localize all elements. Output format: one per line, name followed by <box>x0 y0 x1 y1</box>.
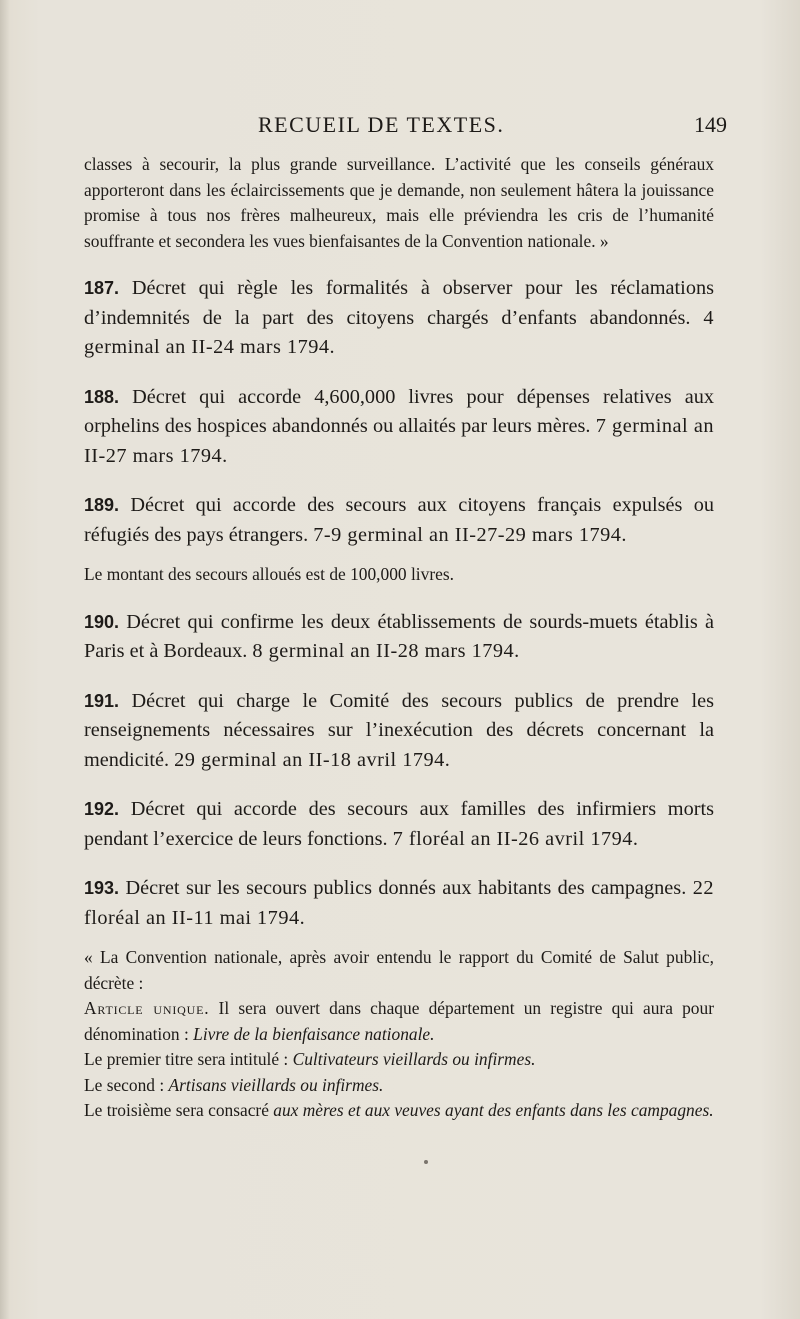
entry-number: 192. <box>84 799 120 819</box>
entry-number: 187. <box>84 278 120 298</box>
entry-193 <box>84 874 714 933</box>
decree-second-title <box>84 1073 714 1099</box>
decree-preamble: « La Convention nationale, après avoir entendu le rapport du Comité de Salut public, décrète : <box>84 947 714 993</box>
entry-text: Décret qui charge le Comité des secours publics de prendre les renseignements nécessaires sur l’inexécution des décrets concernant la mendicité. <box>84 689 714 771</box>
entry-187 <box>84 274 714 363</box>
second-title-text: Artisans vieillards ou infirmes. <box>168 1074 384 1095</box>
article-text: Il sera ouvert dans chaque département un registre qui aura pour dénomination : <box>84 998 714 1044</box>
decree-first-title <box>84 1047 714 1073</box>
entry-number: 189. <box>84 495 120 515</box>
entry-number: 193. <box>84 878 120 898</box>
entry-date: 8 germinal an II-28 mars 1794. <box>252 640 520 662</box>
page-header <box>0 112 800 146</box>
entry-192 <box>84 795 714 854</box>
entry-190 <box>84 608 714 667</box>
entry-number: 191. <box>84 690 120 711</box>
entry-text: Décret sur les secours publics donnés aux habitants des campagnes. <box>125 877 687 899</box>
entry-date: 7-9 germinal an II-27-29 mars 1794. <box>313 523 627 546</box>
second-title-label: Le second : <box>84 1074 165 1095</box>
entry-text: Décret qui confirme les deux établissements de sourds-muets établis à Paris et à Bordeaux. <box>84 610 714 662</box>
entry-date: 29 germinal an II-18 avril 1794. <box>174 748 451 771</box>
entry-date: 4 germinal an II-24 mars 1794. <box>84 306 714 358</box>
article-title: Livre de la bienfaisance nationale. <box>193 1023 435 1044</box>
entry-text: Décret qui règle les formalités à observer pour les réclamations d’indemnités de la part des citoyens chargés d’enfants abandonnés. <box>84 277 714 329</box>
page-number: 149 <box>694 112 727 137</box>
entry-text: Décret qui accorde des secours aux familles des infirmiers morts pendant l’exercice de leurs fonctions. <box>84 798 715 850</box>
entry-date: 22 floréal an II-11 mai 1794. <box>84 877 714 929</box>
running-title: RECUEIL DE TEXTES. <box>258 112 505 137</box>
first-title-label: Le premier titre sera intitulé : <box>84 1049 289 1069</box>
entry-text: Décret qui accorde 4,600,000 livres pour dépenses relatives aux orphelins des hospices abandonnés ou allaités par leurs mères. <box>84 385 714 437</box>
ink-speck <box>424 1160 428 1164</box>
first-title-text: Cultivateurs vieillards ou infirmes. <box>292 1049 536 1069</box>
entry-text: Décret qui accorde des secours aux citoyens français expulsés ou réfugiés des pays étrangers. <box>84 494 714 546</box>
entry-date: 7 floréal an II-26 avril 1794. <box>392 827 639 850</box>
intro-paragraph: classes à secourir, la plus grande surveillance. L’activité que les conseils généraux apporteront dans les éclaircissements que je demande, non seulement hâtera la jouissance promise à tous nos frères malheureux, mais elle préviendra les cris de l’humanité souffrante et secondera les vues bienfaisantes de la Convention nationale. » <box>84 154 714 251</box>
decree-third-title <box>84 1098 714 1124</box>
entry-189 <box>84 491 714 550</box>
entry-191 <box>84 687 714 776</box>
entry-188 <box>84 383 714 472</box>
entry-number: 190. <box>84 611 120 632</box>
third-title-text: aux mères et aux veuves ayant des enfants dans les campagnes. <box>273 1100 714 1120</box>
decree-article <box>84 996 714 1047</box>
entry-189-note: Le montant des secours alloués est de 100,000 livres. <box>84 564 454 584</box>
third-title-label: Le troisième sera consacré <box>84 1100 269 1120</box>
page-body <box>84 152 714 1124</box>
article-label: Article unique. <box>84 998 210 1018</box>
entry-date: 7 germinal an II-27 mars 1794. <box>84 415 715 467</box>
entry-number: 188. <box>84 386 120 407</box>
